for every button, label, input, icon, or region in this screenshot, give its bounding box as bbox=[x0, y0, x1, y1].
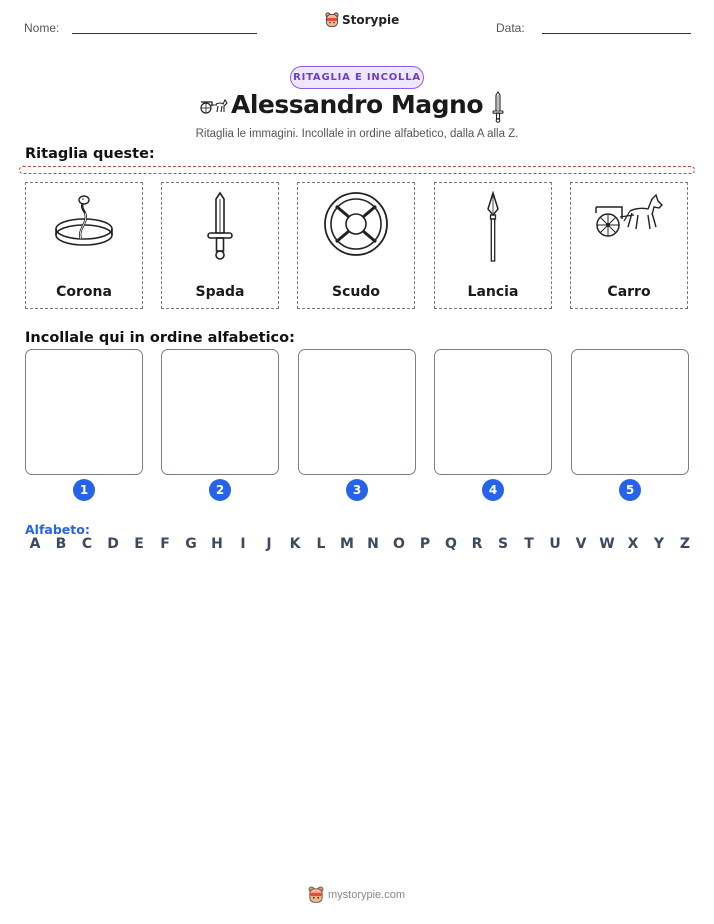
alphabet-letter: A bbox=[29, 536, 41, 552]
cut-line bbox=[19, 166, 695, 174]
alphabet-letter: H bbox=[211, 536, 223, 552]
alphabet-letter: D bbox=[107, 536, 119, 552]
spear-icon bbox=[483, 191, 503, 263]
cut-heading: Ritaglia queste: bbox=[25, 146, 155, 162]
paste-slot-3[interactable] bbox=[298, 349, 416, 475]
alphabet-letter: E bbox=[134, 536, 144, 552]
alphabet-letter: G bbox=[185, 536, 197, 552]
alphabet-letter: L bbox=[316, 536, 326, 552]
alphabet-letter: F bbox=[160, 536, 170, 552]
alphabet-letter: V bbox=[575, 536, 587, 552]
alphabet-letter: Q bbox=[445, 536, 457, 552]
alphabet-heading: Alfabeto: bbox=[25, 522, 90, 537]
footer-link[interactable]: mystorypie.com bbox=[328, 889, 406, 901]
bear-logo-icon bbox=[308, 886, 324, 904]
brand-name: Storypie bbox=[342, 13, 400, 27]
alphabet-letter: K bbox=[289, 536, 301, 552]
alphabet-letter: R bbox=[471, 536, 483, 552]
slot-number: 1 bbox=[73, 479, 95, 501]
alphabet-letter: B bbox=[55, 536, 67, 552]
alphabet-letter: S bbox=[497, 536, 509, 552]
sword-icon bbox=[205, 191, 235, 263]
cut-card-sword[interactable] bbox=[161, 182, 279, 309]
cut-card-shield[interactable] bbox=[297, 182, 415, 309]
slot-number: 2 bbox=[209, 479, 231, 501]
alphabet-letter: Y bbox=[653, 536, 665, 552]
paste-slot-4[interactable] bbox=[434, 349, 552, 475]
instructions: Ritaglia le immagini. Incollale in ordine alfabetico, dalla A alla Z. bbox=[195, 128, 519, 140]
alphabet-letter: J bbox=[266, 536, 272, 552]
date-line[interactable] bbox=[542, 33, 691, 34]
alphabet-letter: Z bbox=[679, 536, 691, 552]
date-label: Data: bbox=[496, 21, 525, 35]
brand-logo bbox=[325, 12, 399, 28]
crown-icon bbox=[51, 189, 117, 255]
page-title: Alessandro Magno bbox=[230, 90, 484, 119]
alphabet-letter: W bbox=[599, 536, 615, 552]
card-label: Spada bbox=[195, 284, 245, 300]
bear-logo-icon bbox=[325, 12, 339, 28]
cut-card-chariot[interactable] bbox=[570, 182, 688, 309]
cut-card-crown[interactable] bbox=[25, 182, 143, 309]
paste-slot-1[interactable] bbox=[25, 349, 143, 475]
shield-icon bbox=[323, 191, 389, 257]
alphabet-letter: T bbox=[524, 536, 534, 552]
alphabet-letter: O bbox=[393, 536, 405, 552]
slot-number: 4 bbox=[482, 479, 504, 501]
chariot-icon bbox=[594, 191, 664, 241]
paste-heading: Incollale qui in ordine alfabetico: bbox=[25, 330, 295, 346]
name-line[interactable] bbox=[72, 33, 257, 34]
alphabet-letter: P bbox=[419, 536, 431, 552]
name-label: Nome: bbox=[24, 21, 60, 35]
slot-number: 5 bbox=[619, 479, 641, 501]
alphabet-row bbox=[25, 536, 695, 552]
alphabet-letter: U bbox=[549, 536, 561, 552]
activity-badge: RITAGLIA E INCOLLA bbox=[290, 66, 424, 89]
card-label: Corona bbox=[56, 284, 112, 300]
card-label: Lancia bbox=[467, 284, 519, 300]
paste-slot-5[interactable] bbox=[571, 349, 689, 475]
slot-number: 3 bbox=[346, 479, 368, 501]
alphabet-letter: C bbox=[81, 536, 93, 552]
cut-card-spear[interactable] bbox=[434, 182, 552, 309]
sword-icon bbox=[491, 91, 505, 123]
alphabet-letter: M bbox=[340, 536, 354, 552]
footer bbox=[308, 886, 405, 904]
alphabet-letter: I bbox=[240, 536, 246, 552]
paste-slot-2[interactable] bbox=[161, 349, 279, 475]
card-label: Carro bbox=[607, 284, 651, 300]
alphabet-letter: X bbox=[627, 536, 639, 552]
card-label: Scudo bbox=[332, 284, 380, 300]
alphabet-letter: N bbox=[367, 536, 379, 552]
